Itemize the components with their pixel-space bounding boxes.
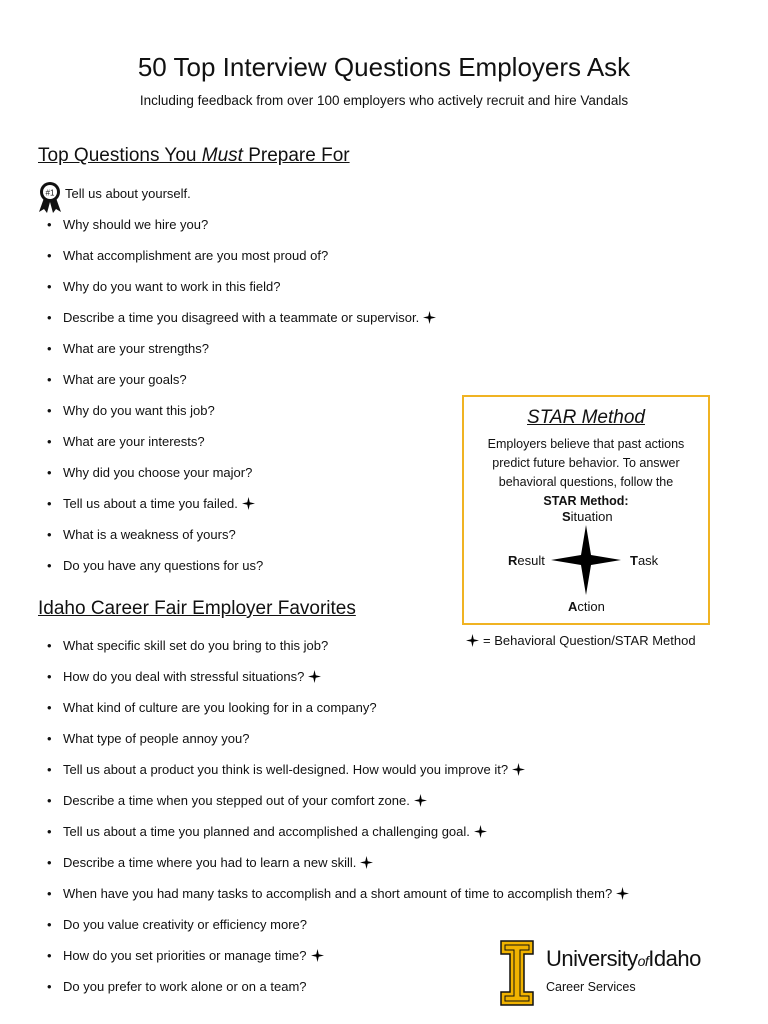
first-place-ribbon-icon (36, 180, 64, 214)
four-point-star-icon (616, 887, 629, 900)
compass-action: Action (568, 599, 605, 614)
four-point-star-icon (423, 311, 436, 324)
list-item (47, 309, 436, 326)
list-item-text: Tell us about yourself. (65, 186, 191, 201)
compass-result: Result (508, 553, 545, 568)
list-item-text: Why should we hire you? (63, 217, 209, 232)
bullet: • (47, 855, 52, 870)
list-item-text: How do you deal with stressful situations? (63, 669, 305, 684)
bullet: • (47, 700, 52, 715)
bullet: • (47, 496, 52, 511)
list-item (47, 278, 281, 295)
list-item (47, 495, 255, 512)
list-item (47, 885, 629, 902)
list-item-text: Do you value creativity or efficiency more? (63, 917, 307, 932)
bullet: • (47, 917, 52, 932)
star-legend (466, 633, 696, 648)
star-method-box (462, 395, 710, 625)
list-item-text: Do you prefer to work alone or on a team? (63, 979, 307, 994)
list-item (47, 464, 252, 481)
list-item-text: Tell us about a time you failed. (63, 496, 238, 511)
list-item-text: Why did you choose your major? (63, 465, 253, 480)
svg-text:#1: #1 (45, 188, 55, 198)
four-point-star-icon (512, 763, 525, 776)
list-item-text: When have you had many tasks to accomplish and a short amount of time to accomplish them? (63, 886, 613, 901)
bullet: • (47, 403, 52, 418)
university-i-logo-icon (500, 940, 534, 1006)
list-item-text: How do you set priorities or manage time? (63, 948, 307, 963)
list-item (47, 402, 215, 419)
list-item (47, 823, 487, 840)
list-item-text: What kind of culture are you looking for in a company? (63, 700, 377, 715)
list-item (47, 761, 525, 778)
logo-subtitle: Career Services (546, 980, 636, 994)
list-item (47, 854, 373, 871)
bullet: • (47, 465, 52, 480)
bullet: • (47, 669, 52, 684)
star-method-description: Employers believe that past actions predict future behavior. To answer behavioral questions, follow the (487, 437, 685, 489)
list-item-text: Do you have any questions for us? (63, 558, 264, 573)
list-item-text: What is a weakness of yours? (63, 527, 236, 542)
bullet: • (47, 279, 52, 294)
list-item (47, 699, 377, 716)
list-item (47, 637, 328, 654)
list-item (47, 947, 324, 964)
bullet: • (47, 217, 52, 232)
four-point-star-icon (242, 497, 255, 510)
university-logo (500, 940, 740, 1006)
list-item-text: What accomplishment are you most proud of? (63, 248, 329, 263)
list-item-text: Describe a time where you had to learn a new skill. (63, 855, 357, 870)
list-item-text: What are your goals? (63, 372, 187, 387)
compass-situation: Situation (562, 509, 613, 524)
list-item (47, 730, 249, 747)
list-item (47, 247, 328, 264)
bullet: • (47, 793, 52, 808)
list-item (47, 340, 209, 357)
star-method-title: STAR Method (527, 407, 645, 428)
four-point-star-icon (414, 794, 427, 807)
bullet: • (47, 886, 52, 901)
heading-suffix: Prepare For (242, 145, 350, 166)
bullet: • (47, 638, 52, 653)
four-point-star-icon (311, 949, 324, 962)
four-point-star-icon (474, 825, 487, 838)
compass-task: Task (630, 553, 659, 568)
list-item (47, 433, 205, 450)
section-heading-employer-favorites: Idaho Career Fair Employer Favorites (38, 598, 356, 619)
bullet: • (47, 372, 52, 387)
list-item (65, 185, 191, 202)
list-item (47, 978, 307, 995)
four-point-star-icon (466, 634, 479, 647)
list-item-text: Why do you want to work in this field? (63, 279, 281, 294)
page-title: 50 Top Interview Questions Employers Ask (137, 52, 631, 82)
list-item-text: What are your interests? (63, 434, 205, 449)
heading-prefix: Top Questions You (38, 145, 202, 166)
list-item-text: Describe a time when you stepped out of your comfort zone. (63, 793, 410, 808)
bullet: • (47, 248, 52, 263)
four-point-star-icon (464, 397, 712, 627)
list-item-text: Why do you want this job? (63, 403, 215, 418)
bullet: • (47, 558, 52, 573)
bullet: • (47, 979, 52, 994)
list-item-text: What are your strengths? (63, 341, 209, 356)
bullet: • (47, 731, 52, 746)
list-item (47, 792, 427, 809)
list-item-text: Describe a time you disagreed with a teammate or supervisor. (63, 310, 420, 325)
bullet: • (47, 310, 52, 325)
bullet: • (47, 824, 52, 839)
list-item-text: What type of people annoy you? (63, 731, 250, 746)
bullet: • (47, 341, 52, 356)
list-item (47, 916, 307, 933)
list-item (47, 668, 321, 685)
bullet: • (47, 527, 52, 542)
star-method-label: STAR Method: (543, 494, 629, 508)
list-item-text: Tell us about a time you planned and accomplished a challenging goal. (63, 824, 470, 839)
bullet: • (47, 434, 52, 449)
list-item (47, 526, 236, 543)
section-heading-must-prepare (38, 145, 350, 167)
list-item (47, 216, 208, 233)
logo-wordmark: UniversityofIdaho (546, 946, 701, 971)
bullet: • (47, 948, 52, 963)
heading-emphasis: Must (201, 145, 243, 166)
list-item-text: Tell us about a product you think is well-designed. How would you improve it? (63, 762, 509, 777)
four-point-star-icon (308, 670, 321, 683)
legend-text: = Behavioral Question/STAR Method (483, 633, 696, 648)
four-point-star-icon (360, 856, 373, 869)
bullet: • (47, 762, 52, 777)
page-subtitle: Including feedback from over 100 employers who actively recruit and hire Vandals (139, 93, 629, 108)
list-item (47, 557, 263, 574)
list-item (47, 371, 187, 388)
list-item-text: What specific skill set do you bring to this job? (63, 638, 329, 653)
